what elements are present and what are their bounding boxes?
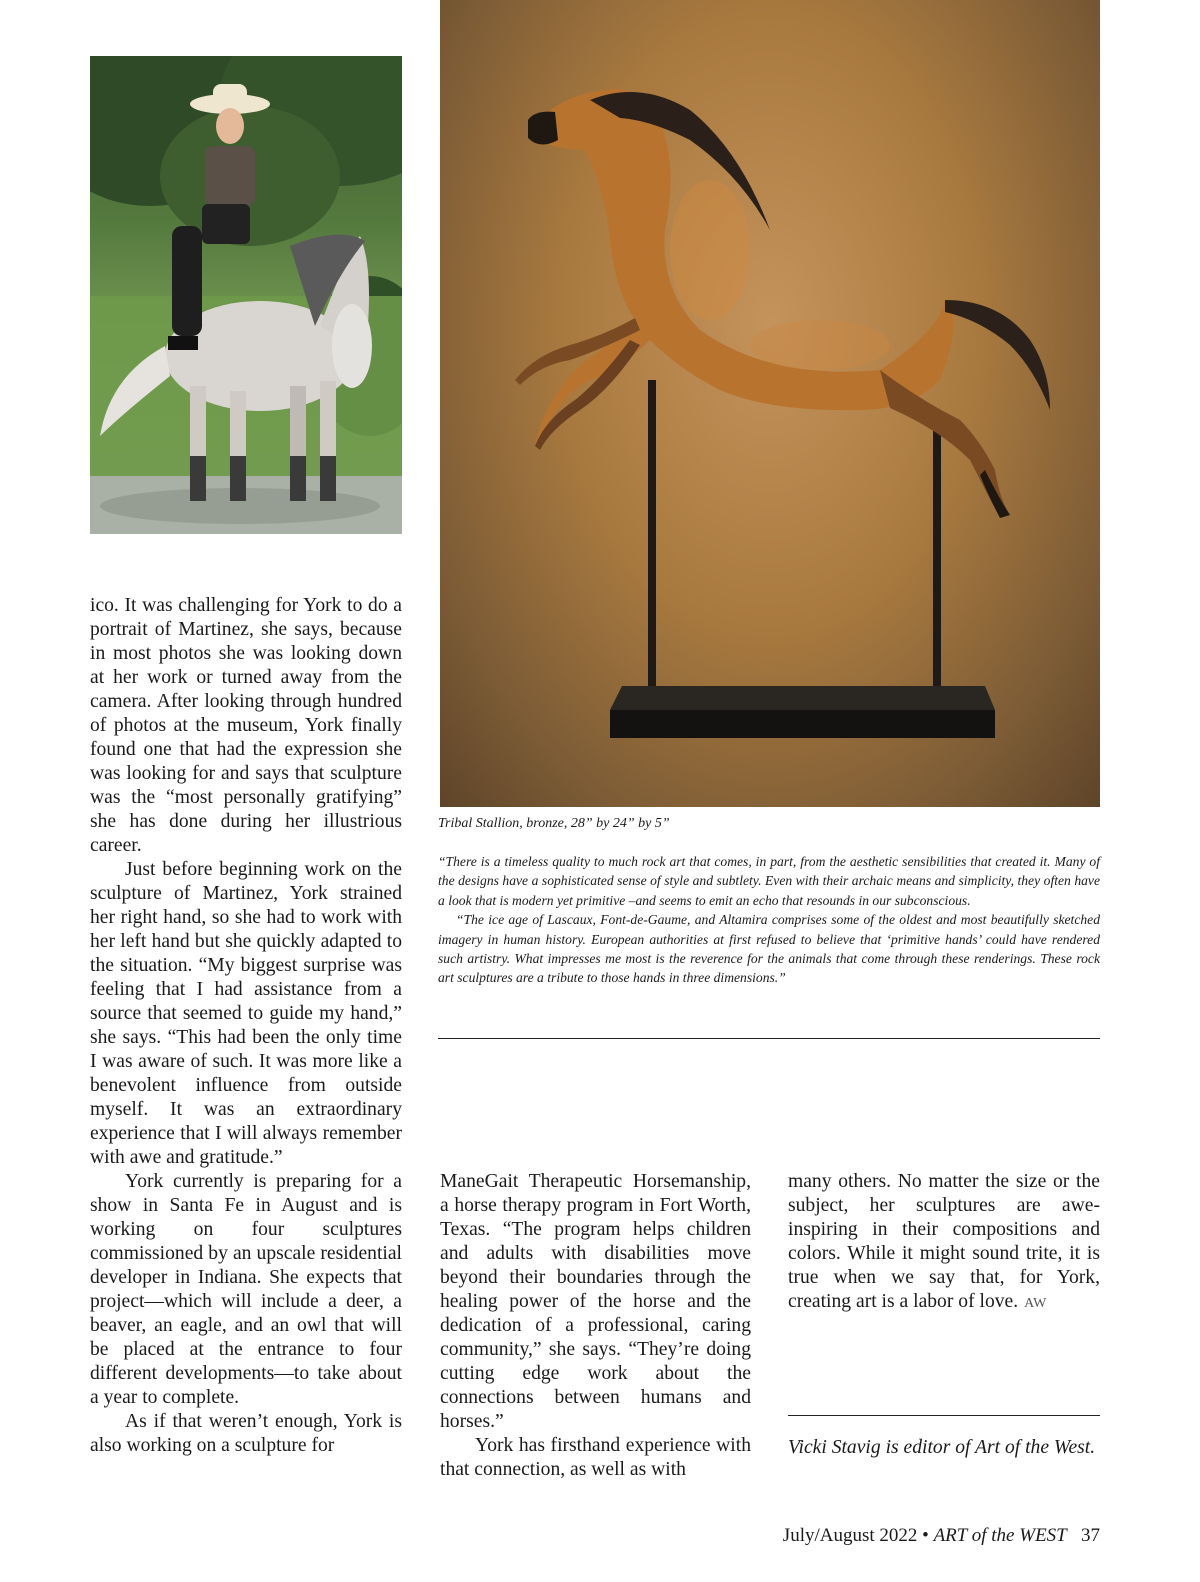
page-number: 37	[1081, 1525, 1100, 1546]
sculpture-photo	[440, 0, 1100, 807]
photo-caption: Tribal Stallion, bronze, 28” by 24” by 5”	[438, 816, 670, 831]
article-column-2	[440, 1170, 751, 1482]
bronze-horse-sculpture-photo-icon	[440, 0, 1100, 807]
quote-paragraph-1: “There is a timeless quality to much rock art that comes, in part, from the aesthetic sensibilities that created it. Many of the designs have a sophisticated sense of style and subtlety. Even with their archaic means and simplicity, they often have a look that is modern yet primitive –and seems to emit an echo that resounds in our subconscious.	[438, 854, 1100, 908]
quote-divider	[438, 1038, 1100, 1039]
column3-paragraph-1	[788, 1170, 1100, 1316]
column1-paragraph-2: Just before beginning work on the sculpture of Martinez, York strained her right hand, so she had to work with her left hand but she quickly adapted to the situation. “My biggest surprise was feeling that I had assistance from a source that seemed to guide my hand,” she says. “This had been the only time I was aware of such. It was more like a benevolent influence from outside myself. It was an extraordinary experience that I will always remember with awe and gratitude.”	[90, 859, 402, 1168]
rider-photo	[90, 56, 402, 534]
bio-divider	[788, 1415, 1100, 1416]
author-bio: Vicki Stavig is editor of Art of the West.	[788, 1437, 1096, 1458]
column1-paragraph-1: ico. It was challenging for York to do a portrait of Martinez, she says, because in most photos she was looking down at her work or turned away from the camera. After looking through hundred of photos at the museum, York finally found one that had the expression she was looking for and says that sculpture was the “most personally gratifying” she has done during her illustrious career.	[90, 595, 402, 856]
rider-on-horse-photo-icon	[90, 56, 402, 534]
article-column-3	[788, 1170, 1100, 1316]
quote-paragraph-2: “The ice age of Lascaux, Font-de-Gaume, and Altamira comprises some of the oldest and most beautifully sketched imagery in human history. European authorities at first refused to believe that ‘primitive hands’ could have rendered such artistry. What impresses me most is the reverence for the animals that come through these renderings. These rock art sculptures are a tribute to those hands in three dimensions.”	[438, 912, 1100, 986]
artist-quote	[438, 852, 1100, 988]
article-column-1	[90, 594, 402, 1458]
column1-paragraph-4: As if that weren’t enough, York is also working on a sculpture for	[90, 1411, 402, 1456]
column1-paragraph-3: York currently is preparing for a show in Santa Fe in August and is working on four sculptures commissioned by an upscale residential developer in Indiana. She expects that project—which will include a deer, a beaver, an eagle, and an owl that will be placed at the entrance to four different developments—to take about a year to complete.	[90, 1171, 402, 1408]
column3-text: many others. No matter the size or the subject, her sculptures are awe-inspiring in their compositions and colors. While it might sound trite, it is true when we say that, for York, creating art is a labor of love.	[788, 1171, 1100, 1312]
column2-paragraph-2: York has firsthand experience with that connection, as well as with	[440, 1435, 751, 1480]
magazine-name: ART of the WEST	[933, 1525, 1067, 1546]
end-mark-icon: AW	[1024, 1296, 1047, 1311]
issue-date: July/August 2022	[782, 1525, 918, 1546]
footer-bullet: •	[922, 1525, 929, 1546]
column2-paragraph-1: ManeGait Therapeutic Horsemanship, a horse therapy program in Fort Worth, Texas. “The program helps children and adults with disabilities move beyond their boundaries through the healing power of the horse and the dedication of a professional, caring community,” she says. “They’re doing cutting edge work about the connections between humans and horses.”	[440, 1171, 751, 1432]
page-footer	[783, 1524, 1100, 1548]
